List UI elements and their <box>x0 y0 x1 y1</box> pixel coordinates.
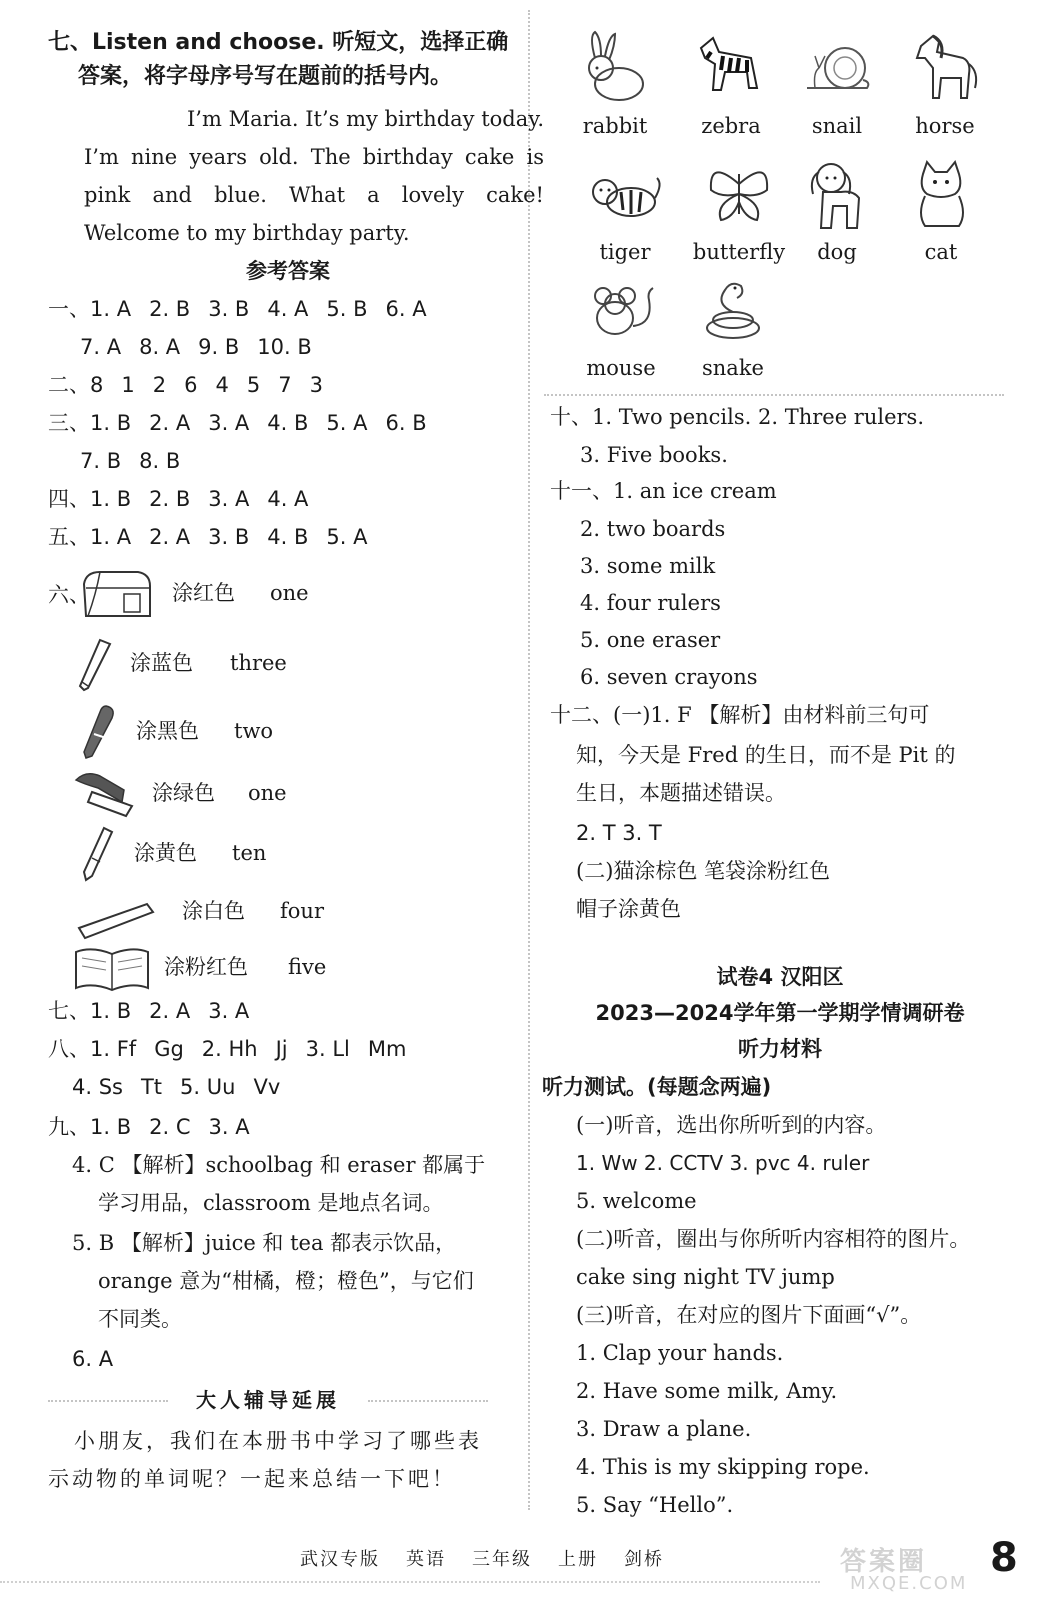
passage-line-1: I’m Maria. It’s my birthday today. <box>187 107 544 131</box>
listening-part3-item3: 3. Draw a plane. <box>576 1417 752 1441</box>
section7-title: 七、Listen and choose. 听短文，选择正确 <box>48 30 509 55</box>
watermark-url: MXQE.COM <box>850 1573 968 1594</box>
animal-rabbit: rabbit <box>560 28 670 140</box>
eraser-icon <box>72 766 152 822</box>
answer-6-row-3: 涂黑色 two <box>48 704 518 760</box>
extension-header: 大人辅导延展 <box>48 1385 518 1415</box>
snake-icon <box>693 270 773 350</box>
right-column <box>542 0 1030 1535</box>
dog-icon <box>797 154 877 234</box>
listening-part3-title: (三)听音，在对应的图片下面画“√”。 <box>576 1303 922 1327</box>
answer-11-1: 十一、1. an ice cream <box>550 479 777 503</box>
footer-dots <box>0 1581 820 1583</box>
listening-part1-items: 1. Ww 2. CCTV 3. pvc 4. ruler <box>576 1151 870 1175</box>
zebra-icon <box>691 28 771 108</box>
paper4-section: 听力材料 <box>738 1037 822 1061</box>
animal-dog: dog <box>782 154 892 266</box>
answer-row-9: 九、1. B 2. C 3. A <box>48 1115 250 1139</box>
answer-6-label: 六、 <box>48 583 90 607</box>
watermark: 答案圈 <box>840 1547 928 1577</box>
answer-11-3: 3. some milk <box>580 554 716 578</box>
answer-9-5-line2: orange 意为“柑橘，橙；橙色”，与它们 <box>98 1269 474 1293</box>
answer-row-5: 五、1. A 2. A 3. B 4. B 5. A <box>48 525 368 549</box>
paper4-subtitle: 2023—2024学年第一学期学情调研卷 <box>595 1001 965 1025</box>
answer-12-line4: 2. T 3. T <box>576 821 662 845</box>
answer-row-8b: 4. Ss Tt 5. Uu Vv <box>72 1075 281 1099</box>
answer-6-row-1: 涂红色 one <box>48 566 518 622</box>
tiger-icon <box>585 154 665 234</box>
answer-6-row-5: 涂黄色 ten <box>48 826 518 882</box>
schoolbag-icon <box>76 566 156 622</box>
answer-9-5-line3: 不同类。 <box>98 1307 182 1331</box>
answer-11-2: 2. two boards <box>580 517 726 541</box>
passage-line-3: pink and blue. What a lovely cake! <box>84 183 544 207</box>
page-number: 8 <box>990 1535 1018 1581</box>
footer-text: 武汉专版 英语 三年级 上册 剑桥 <box>300 1549 664 1570</box>
listening-title: 听力测试。(每题念两遍) <box>542 1075 772 1099</box>
answer-11-4: 4. four rulers <box>580 591 721 615</box>
paper4-title: 试卷4 汉阳区 <box>716 965 844 989</box>
answer-6-row-6: 涂白色 four <box>48 884 518 940</box>
answer-9-4-line1: 4. C 【解析】schoolbag 和 eraser 都属于 <box>72 1153 486 1177</box>
answer-row-7: 七、1. B 2. A 3. A <box>48 999 250 1023</box>
extension-text-2: 示动物的单词呢？一起来总结一下吧！ <box>48 1467 456 1491</box>
answer-10-line2: 3. Five books. <box>580 443 728 467</box>
animal-snail: snail <box>782 28 892 140</box>
answer-row-8: 八、1. Ff Gg 2. Hh Jj 3. Ll Mm <box>48 1037 407 1061</box>
answer-row-1: 一、1. A 2. B 3. B 4. A 5. B 6. A <box>48 297 427 321</box>
listening-part2-title: (二)听音，圈出与你所听内容相符的图片。 <box>576 1227 971 1251</box>
answer-9-5-line1: 5. B 【解析】juice 和 tea 都表示饮品， <box>72 1231 457 1255</box>
rabbit-icon <box>575 28 655 108</box>
listening-part2-items: cake sing night TV jump <box>576 1265 835 1289</box>
answer-10-line1: 十、1. Two pencils. 2. Three rulers. <box>550 405 924 429</box>
mouse-icon <box>581 270 661 350</box>
ruler-icon <box>72 884 162 940</box>
listening-part3-item2: 2. Have some milk, Amy. <box>576 1379 838 1403</box>
section-separator <box>544 394 1004 396</box>
answer-12-line3: 生日，本题描述错误。 <box>576 781 786 805</box>
answer-12-line5: (二)猫涂棕色 笔袋涂粉红色 <box>576 859 831 883</box>
answer-row-3b: 7. B 8. B <box>80 449 181 473</box>
answer-11-5: 5. one eraser <box>580 628 721 652</box>
answer-9-6: 6. A <box>72 1347 114 1371</box>
listening-part3-item1: 1. Clap your hands. <box>576 1341 784 1365</box>
animal-snake: snake <box>678 270 788 382</box>
answer-row-1b: 7. A 8. A 9. B 10. B <box>80 335 312 359</box>
book-icon <box>72 940 152 996</box>
animal-mouse: mouse <box>566 270 676 382</box>
answer-6-row-7: 涂粉红色 five <box>48 940 518 996</box>
answers-title: 参考答案 <box>246 259 330 283</box>
answer-6-row-4: 涂绿色 one <box>48 766 518 822</box>
snail-icon <box>797 28 877 108</box>
extension-text-1: 小朋友，我们在本册书中学习了哪些表 <box>74 1429 482 1453</box>
animal-zebra: zebra <box>676 28 786 140</box>
passage-line-2: I’m nine years old. The birthday cake is <box>84 145 544 169</box>
answer-12-line2: 知，今天是 Fred 的生日，而不是 Pit 的 <box>576 743 956 767</box>
page-footer <box>0 1535 1057 1600</box>
cat-icon <box>901 154 981 234</box>
answer-6-row-2: 涂蓝色 three <box>48 636 518 692</box>
answer-11-6: 6. seven crayons <box>580 665 758 689</box>
answer-row-3: 三、1. B 2. A 3. A 4. B 5. A 6. B <box>48 411 427 435</box>
answer-row-4: 四、1. B 2. B 3. A 4. A <box>48 487 309 511</box>
answer-12-line6: 帽子涂黄色 <box>576 897 681 921</box>
section7-title-2: 答案，将字母序号写在题前的括号内。 <box>78 64 453 89</box>
animal-cat: cat <box>886 154 996 266</box>
butterfly-icon <box>699 154 779 234</box>
listening-part1-item5: 5. welcome <box>576 1189 697 1213</box>
animal-horse: horse <box>890 28 1000 140</box>
answer-12-line1: 十二、(一)1. F 【解析】由材料前三句可 <box>550 703 930 727</box>
listening-part3-item5: 5. Say “Hello”. <box>576 1493 734 1517</box>
animal-tiger: tiger <box>570 154 680 266</box>
left-column <box>48 0 544 1535</box>
answer-row-2: 二、8 1 2 6 4 5 7 3 <box>48 373 323 397</box>
horse-icon <box>905 28 985 108</box>
answer-9-4-line2: 学习用品，classroom 是地点名词。 <box>98 1191 444 1215</box>
passage-line-4: Welcome to my birthday party. <box>84 221 410 245</box>
column-divider <box>528 10 530 1510</box>
listening-part3-item4: 4. This is my skipping rope. <box>576 1455 870 1479</box>
listening-part1-title: (一)听音，选出你所听到的内容。 <box>576 1113 887 1137</box>
animal-butterfly: butterfly <box>684 154 794 266</box>
